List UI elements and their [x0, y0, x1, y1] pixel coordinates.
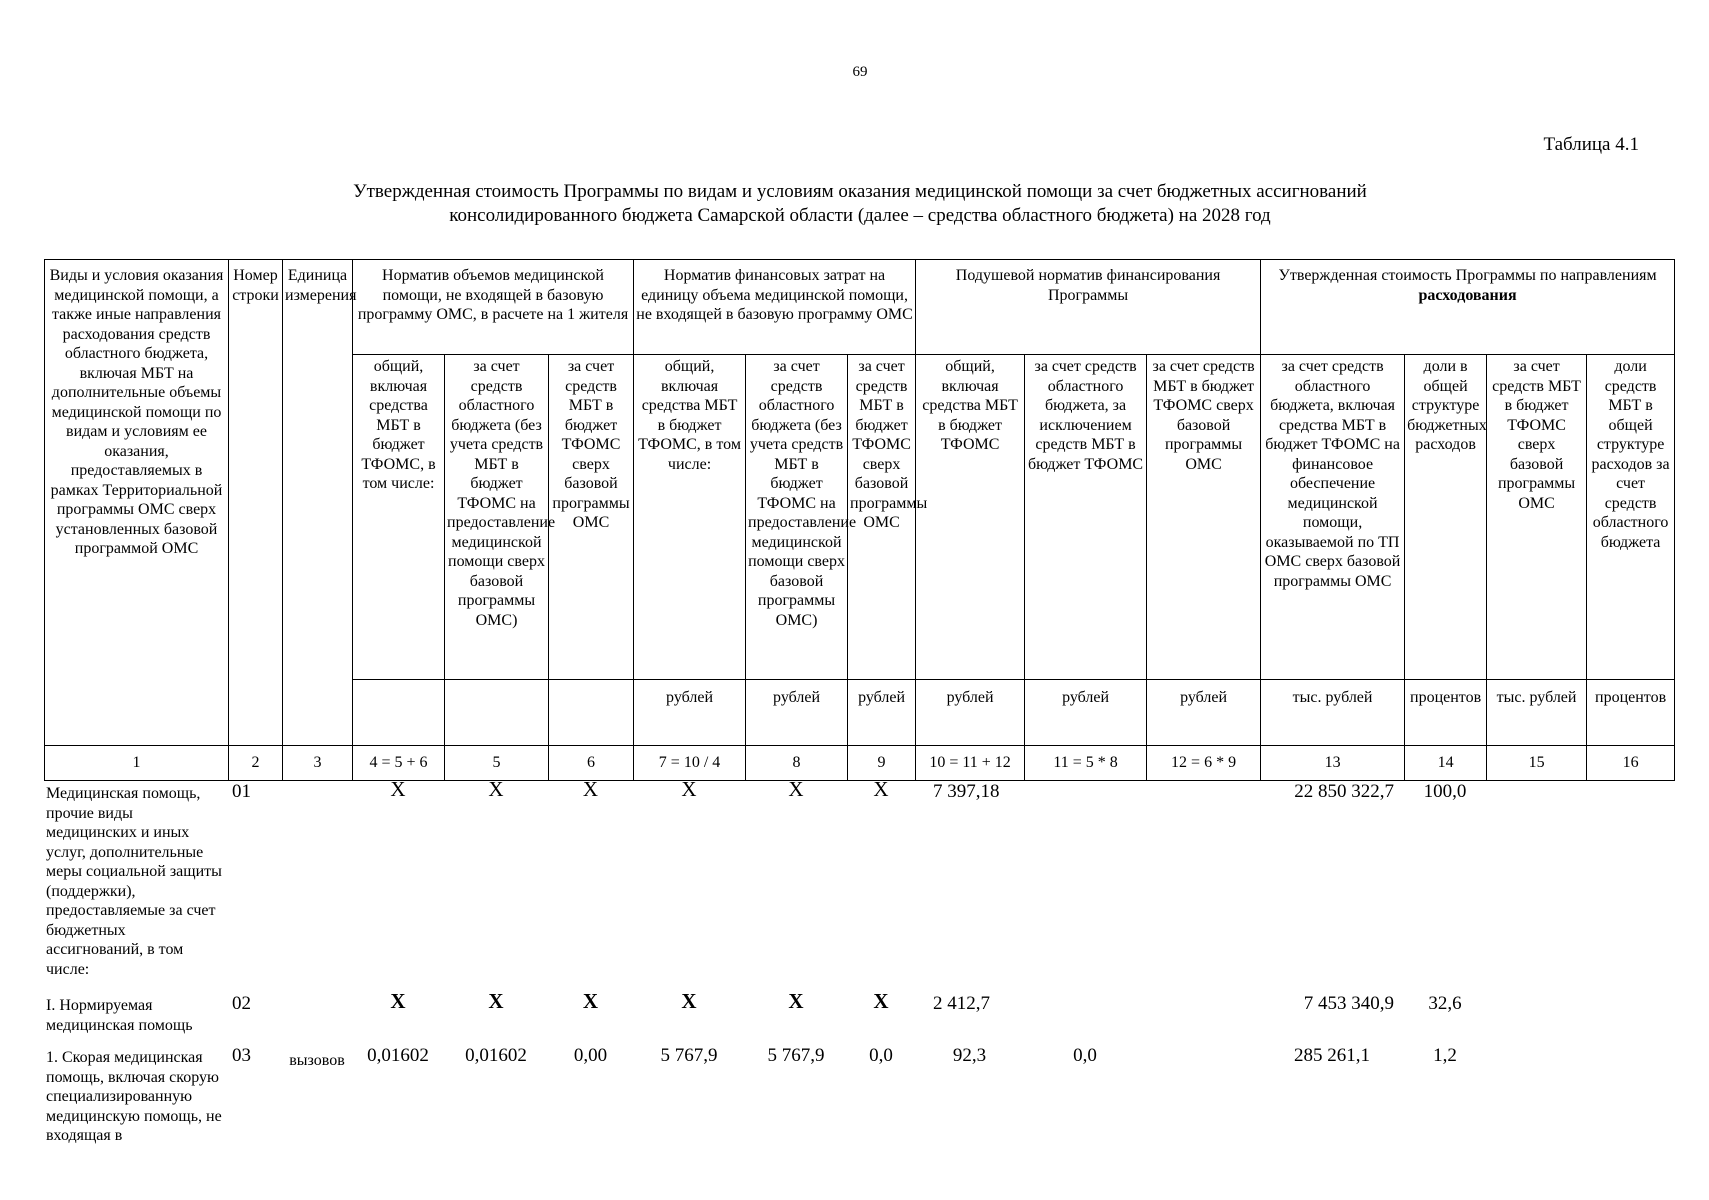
- col-number-1: 1: [45, 746, 229, 781]
- unit-cell-11: рублей: [1025, 680, 1147, 746]
- unit-cell-12: рублей: [1147, 680, 1261, 746]
- cell-c13: 22 850 322,7: [1294, 781, 1394, 802]
- sub-header-9: за счет средств МБТ в бюджет ТФОМС сверх базовой программы ОМС: [848, 355, 916, 680]
- page-number: 69: [852, 64, 868, 80]
- table-row: [44, 780, 1674, 992]
- col-number-7: 7 = 10 / 4: [634, 746, 746, 781]
- group-header-approved-cost-text: Утвержденная стоимость Программы по направлениям: [1278, 267, 1657, 284]
- cell-c10: 7 397,18: [933, 781, 1000, 802]
- sub-header-14: доли в общей структуре бюджетных расходов: [1405, 355, 1487, 680]
- unit-cell-8: рублей: [746, 680, 848, 746]
- cell-c8: 5 767,9: [767, 1045, 825, 1066]
- table-header: [44, 259, 1675, 781]
- cell-c4: X: [390, 777, 406, 801]
- cell-c10: 92,3: [952, 1045, 987, 1066]
- cell-c10: 2 412,7: [933, 993, 990, 1014]
- sub-header-7: общий, включая средства МБТ в бюджет ТФОМС, в том числе:: [634, 355, 746, 680]
- group-header-approved-cost-bold: расходования: [1418, 286, 1517, 304]
- cell-c11: [1024, 992, 1146, 1044]
- table-label: Таблица 4.1: [1543, 134, 1639, 155]
- row-unit: [282, 992, 352, 1044]
- col-number-10: 10 = 11 + 12: [916, 746, 1025, 781]
- cell-c11: [1024, 780, 1146, 992]
- sub-header-12: за счет средств МБТ в бюджет ТФОМС сверх базовой программы ОМС: [1147, 355, 1261, 680]
- cell-c6: X: [582, 989, 599, 1013]
- row-name: I. Нормируемая медицинская помощь: [46, 997, 193, 1034]
- cell-c15: [1486, 780, 1586, 992]
- col-number-8: 8: [746, 746, 848, 781]
- sub-header-10: общий, включая средства МБТ в бюджет ТФОМС: [916, 355, 1025, 680]
- unit-cell-15: тыс. рублей: [1487, 680, 1587, 746]
- sub-header-5: за счет средств областного бюджета (без учета средств МБТ в бюджет ТФОМС на предоставление медицинской помощи сверх базовой программы ОМС): [445, 355, 549, 680]
- group-header-cost-norm: Норматив финансовых затрат на единицу объема медицинской помощи, не входящей в базовую программу ОМС: [634, 260, 916, 355]
- unit-cell-5: [445, 680, 549, 746]
- cell-c11: 0,0: [1073, 1045, 1097, 1066]
- cell-c12: [1146, 780, 1260, 992]
- col-number-11: 11 = 5 * 8: [1025, 746, 1147, 781]
- cell-c13: 285 261,1: [1294, 1045, 1370, 1066]
- cell-c9: X: [873, 989, 889, 1013]
- col-number-15: 15: [1487, 746, 1587, 781]
- col-number-9: 9: [848, 746, 916, 781]
- unit-cell-16: процентов: [1587, 680, 1675, 746]
- col-number-16: 16: [1587, 746, 1675, 781]
- cell-c14: 1,2: [1433, 1045, 1457, 1066]
- cell-c12: [1146, 1044, 1260, 1146]
- cell-c13: 7 453 340,9: [1303, 993, 1394, 1014]
- cell-c8: X: [788, 989, 804, 1013]
- col-number-13: 13: [1261, 746, 1405, 781]
- sub-header-4: общий, включая средства МБТ в бюджет ТФОМС, в том числе:: [353, 355, 445, 680]
- group-header-approved-cost: [1261, 260, 1675, 355]
- row-line-number: 01: [232, 781, 251, 802]
- cell-c6: X: [582, 777, 599, 801]
- cell-c6: 0,00: [573, 1045, 608, 1066]
- row-name: Медицинская помощь, прочие виды медицинских и иных услуг, дополнительные меры социальной защиты (поддержки), предоставляемые за счет бюджетных ассигнований, в том числе:: [46, 785, 222, 978]
- cell-c7: 5 767,9: [660, 1045, 718, 1066]
- title-line-1: Утвержденная стоимость Программы по видам и условиям оказания медицинской помощи за счет бюджетных ассигнований: [353, 181, 1367, 202]
- row-unit: [282, 780, 352, 992]
- cell-c5: X: [488, 989, 504, 1013]
- row-line-number: 02: [232, 993, 251, 1014]
- col-header-line-number: Номер строки: [229, 260, 283, 746]
- sub-header-8: за счет средств областного бюджета (без учета средств МБТ в бюджет ТФОМС на предоставление медицинской помощи сверх базовой программы ОМС): [746, 355, 848, 680]
- cell-c7: X: [681, 777, 697, 801]
- cell-c9: 0,0: [869, 1045, 893, 1066]
- cell-c4: 0,01602: [367, 1045, 429, 1066]
- document-title: [200, 180, 1520, 228]
- unit-cell-13: тыс. рублей: [1261, 680, 1405, 746]
- cell-c16: [1586, 992, 1674, 1044]
- col-number-5: 5: [445, 746, 549, 781]
- col-number-6: 6: [549, 746, 634, 781]
- cell-c4: X: [390, 989, 406, 1013]
- sub-header-13: за счет средств областного бюджета, включая средства МБТ в бюджет ТФОМС на финансовое обеспечение медицинской помощи, оказываемой по ТП ОМС сверх базовой программы ОМС: [1261, 355, 1405, 680]
- col-header-unit: Единица измерения: [283, 260, 353, 746]
- cell-c16: [1586, 780, 1674, 992]
- row-name: 1. Скорая медицинская помощь, включая скорую специализированную медицинскую помощь, не входящая в: [46, 1049, 222, 1144]
- unit-cell-7: рублей: [634, 680, 746, 746]
- title-line-2: консолидированного бюджета Самарской области (далее – средства областного бюджета) на 2028 год: [449, 205, 1271, 226]
- group-header-volume-norm: Норматив объемов медицинской помощи, не входящей в базовую программу ОМС, в расчете на 1 жителя: [353, 260, 634, 355]
- col-number-4: 4 = 5 + 6: [353, 746, 445, 781]
- unit-cell-9: рублей: [848, 680, 916, 746]
- row-unit: вызовов: [289, 1052, 345, 1069]
- row-line-number: 03: [232, 1045, 251, 1066]
- cell-c9: X: [873, 777, 889, 801]
- col-header-kind: Виды и условия оказания медицинской помощи, а также иные направления расходования средств областного бюджета, включая МБТ на дополнительные объемы медицинской помощи по видам и условиям ее оказания, предоставляемых в рамках Территориальной программы ОМС сверх установленных базовой программой ОМС: [45, 260, 229, 746]
- group-header-per-capita: Подушевой норматив финансирования Программы: [916, 260, 1261, 355]
- unit-cell-10: рублей: [916, 680, 1025, 746]
- sub-header-11: за счет средств областного бюджета, за исключением средств МБТ в бюджет ТФОМС: [1025, 355, 1147, 680]
- cell-c14: 100,0: [1423, 781, 1467, 802]
- sub-header-15: за счет средств МБТ в бюджет ТФОМС сверх базовой программы ОМС: [1487, 355, 1587, 680]
- cell-c8: X: [788, 777, 804, 801]
- unit-cell-14: процентов: [1405, 680, 1487, 746]
- unit-cell-6: [549, 680, 634, 746]
- cell-c15: [1486, 992, 1586, 1044]
- table-body: [44, 777, 1674, 1146]
- table-row: [44, 992, 1674, 1044]
- cell-c15: [1486, 1044, 1586, 1146]
- sub-header-6: за счет средств МБТ в бюджет ТФОМС сверх базовой программы ОМС: [549, 355, 634, 680]
- cell-c12: [1146, 992, 1260, 1044]
- col-number-14: 14: [1405, 746, 1487, 781]
- col-number-3: 3: [283, 746, 353, 781]
- cell-c16: [1586, 1044, 1674, 1146]
- col-number-12: 12 = 6 * 9: [1147, 746, 1261, 781]
- table-row: [44, 1044, 1674, 1146]
- cell-c14: 32,6: [1428, 993, 1462, 1014]
- sub-header-16: доли средств МБТ в общей структуре расходов за счет средств областного бюджета: [1587, 355, 1675, 680]
- col-number-2: 2: [229, 746, 283, 781]
- unit-cell-4: [353, 680, 445, 746]
- cell-c7: X: [681, 989, 697, 1013]
- cell-c5: X: [488, 777, 504, 801]
- cell-c5: 0,01602: [465, 1045, 527, 1066]
